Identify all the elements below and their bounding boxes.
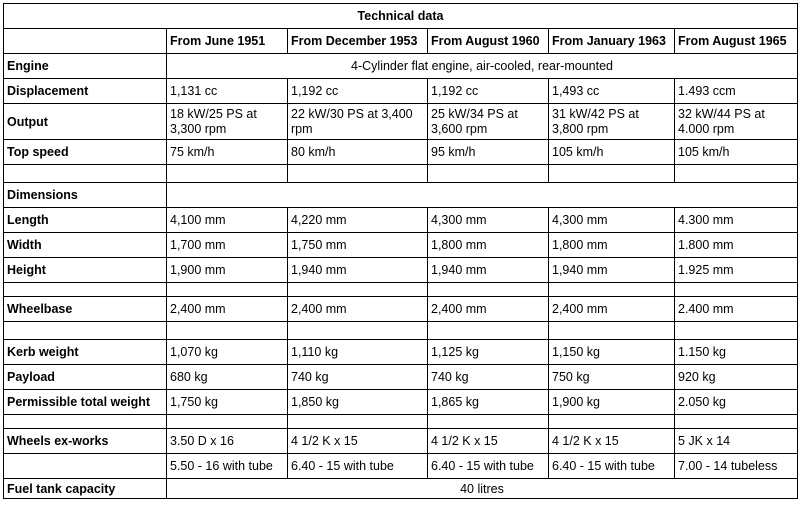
- top-speed-row: [4, 140, 798, 165]
- row-label: Height: [4, 258, 167, 283]
- row-label: Length: [4, 208, 167, 233]
- table-cell: 95 km/h: [428, 140, 549, 165]
- tyres-row: [4, 454, 798, 479]
- table-cell: 1,900 kg: [549, 390, 675, 415]
- table-cell: 7.00 - 14 tubeless: [675, 454, 798, 479]
- header-row: [4, 29, 798, 54]
- length-row: [4, 208, 798, 233]
- table-cell: 1.150 kg: [675, 340, 798, 365]
- table-cell: 1,131 cc: [167, 79, 288, 104]
- wheels-row: [4, 429, 798, 454]
- payload-row: [4, 365, 798, 390]
- table-cell: 18 kW/25 PS at 3,300 rpm: [167, 104, 288, 140]
- row-label: Width: [4, 233, 167, 258]
- table-cell: 6.40 - 15 with tube: [428, 454, 549, 479]
- spacer-row: [4, 322, 798, 340]
- table-cell: 4,300 mm: [428, 208, 549, 233]
- dimensions-blank: [167, 183, 798, 208]
- table-cell: 1,940 mm: [549, 258, 675, 283]
- technical-data-table: [3, 3, 798, 499]
- column-header: From December 1953: [288, 29, 428, 54]
- row-label-blank: [4, 454, 167, 479]
- table-cell: 22 kW/30 PS at 3,400 rpm: [288, 104, 428, 140]
- row-label: Payload: [4, 365, 167, 390]
- table-cell: 1,700 mm: [167, 233, 288, 258]
- column-header: From January 1963: [549, 29, 675, 54]
- table-cell: 1,940 mm: [428, 258, 549, 283]
- spacer-row: [4, 415, 798, 429]
- spacer-row: [4, 283, 798, 297]
- table-cell: 1,800 mm: [549, 233, 675, 258]
- spacer-row: [4, 165, 798, 183]
- fuel-tank-row: [4, 479, 798, 499]
- table-cell: 1.800 mm: [675, 233, 798, 258]
- title-row: [4, 4, 798, 29]
- row-label: Kerb weight: [4, 340, 167, 365]
- table-cell: 4,100 mm: [167, 208, 288, 233]
- table-cell: 1,110 kg: [288, 340, 428, 365]
- table-cell: 6.40 - 15 with tube: [549, 454, 675, 479]
- height-row: [4, 258, 798, 283]
- table-cell: 1,750 kg: [167, 390, 288, 415]
- kerb-weight-row: [4, 340, 798, 365]
- table-cell: 5 JK x 14: [675, 429, 798, 454]
- total-weight-row: [4, 390, 798, 415]
- table-cell: 1,850 kg: [288, 390, 428, 415]
- table-cell: 4,300 mm: [549, 208, 675, 233]
- row-label: Permissible total weight: [4, 390, 167, 415]
- wheelbase-row: [4, 297, 798, 322]
- header-blank: [4, 29, 167, 54]
- table-cell: 4 1/2 K x 15: [288, 429, 428, 454]
- displacement-row: [4, 79, 798, 104]
- table-title: Technical data: [4, 4, 798, 29]
- table-cell: 105 km/h: [549, 140, 675, 165]
- table-cell: 32 kW/44 PS at 4.000 rpm: [675, 104, 798, 140]
- table-cell: 1,192 cc: [288, 79, 428, 104]
- row-label: Wheels ex-works: [4, 429, 167, 454]
- output-row: [4, 104, 798, 140]
- engine-row: [4, 54, 798, 79]
- fuel-tank-value: 40 litres: [167, 479, 798, 499]
- table-cell: 6.40 - 15 with tube: [288, 454, 428, 479]
- table-cell: 1,940 mm: [288, 258, 428, 283]
- table-cell: 4,220 mm: [288, 208, 428, 233]
- row-label: Output: [4, 104, 167, 140]
- table-cell: 2,400 mm: [549, 297, 675, 322]
- table-cell: 25 kW/34 PS at 3,600 rpm: [428, 104, 549, 140]
- column-header: From August 1960: [428, 29, 549, 54]
- table-cell: 31 kW/42 PS at 3,800 rpm: [549, 104, 675, 140]
- table-cell: 1.493 ccm: [675, 79, 798, 104]
- table-cell: 750 kg: [549, 365, 675, 390]
- table-cell: 1,865 kg: [428, 390, 549, 415]
- table-cell: 680 kg: [167, 365, 288, 390]
- table-cell: 2,400 mm: [428, 297, 549, 322]
- table-cell: 2.400 mm: [675, 297, 798, 322]
- row-label: Top speed: [4, 140, 167, 165]
- table-cell: 740 kg: [288, 365, 428, 390]
- table-cell: 80 km/h: [288, 140, 428, 165]
- row-label: Displacement: [4, 79, 167, 104]
- row-label: Engine: [4, 54, 167, 79]
- table-cell: 3.50 D x 16: [167, 429, 288, 454]
- table-cell: 1,750 mm: [288, 233, 428, 258]
- table-cell: 75 km/h: [167, 140, 288, 165]
- table-cell: 5.50 - 16 with tube: [167, 454, 288, 479]
- table-cell: 4 1/2 K x 15: [428, 429, 549, 454]
- column-header: From June 1951: [167, 29, 288, 54]
- table-cell: 2.050 kg: [675, 390, 798, 415]
- table-cell: 740 kg: [428, 365, 549, 390]
- table-cell: 1.925 mm: [675, 258, 798, 283]
- table-cell: 1,493 cc: [549, 79, 675, 104]
- table-cell: 105 km/h: [675, 140, 798, 165]
- table-cell: 4 1/2 K x 15: [549, 429, 675, 454]
- section-label: Dimensions: [4, 183, 167, 208]
- width-row: [4, 233, 798, 258]
- table-cell: 2,400 mm: [288, 297, 428, 322]
- engine-value: 4-Cylinder flat engine, air-cooled, rear-mounted: [167, 54, 798, 79]
- table-cell: 2,400 mm: [167, 297, 288, 322]
- table-cell: 920 kg: [675, 365, 798, 390]
- table-cell: 1,192 cc: [428, 79, 549, 104]
- dimensions-row: [4, 183, 798, 208]
- table-cell: 1,800 mm: [428, 233, 549, 258]
- table-cell: 1,070 kg: [167, 340, 288, 365]
- row-label: Fuel tank capacity: [4, 479, 167, 499]
- table-cell: 4.300 mm: [675, 208, 798, 233]
- table-cell: 1,900 mm: [167, 258, 288, 283]
- table-cell: 1,150 kg: [549, 340, 675, 365]
- table-cell: 1,125 kg: [428, 340, 549, 365]
- column-header: From August 1965: [675, 29, 798, 54]
- row-label: Wheelbase: [4, 297, 167, 322]
